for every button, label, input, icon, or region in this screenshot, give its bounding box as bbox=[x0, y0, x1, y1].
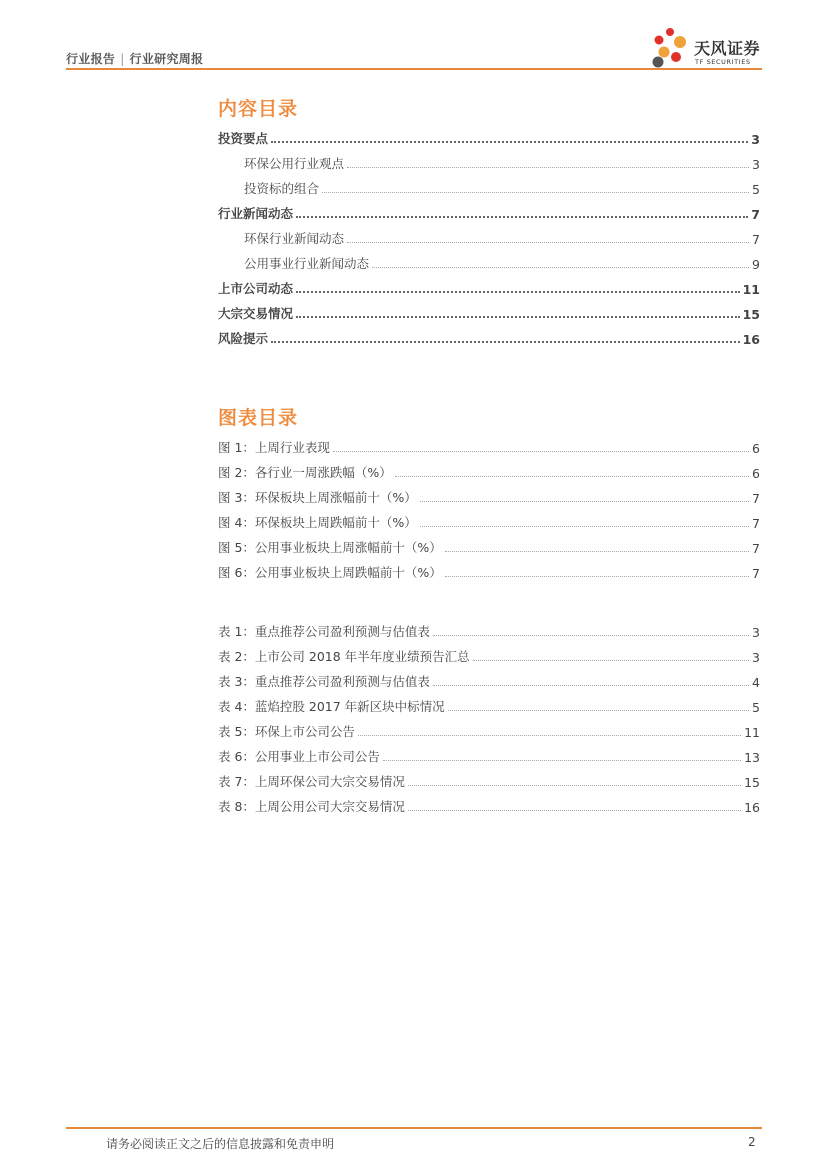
dot-leader bbox=[358, 735, 741, 736]
toc-entry-page: 16 bbox=[744, 800, 760, 815]
toc-entry-label: 图 2：各行业一周涨跌幅（%） bbox=[218, 465, 392, 480]
toc-entry-label: 图 4：环保板块上周跌幅前十（%） bbox=[218, 515, 417, 530]
toc-entry-page: 3 bbox=[751, 132, 760, 147]
toc-entry-label: 表 4：蓝焰控股 2017 年新区块中标情况 bbox=[218, 699, 445, 714]
toc-entry[interactable] bbox=[244, 227, 760, 247]
toc-entry[interactable] bbox=[218, 302, 760, 322]
dot-leader bbox=[372, 267, 749, 268]
page-number: 2 bbox=[748, 1135, 756, 1149]
toc-entry-label: 环保行业新闻动态 bbox=[244, 231, 345, 246]
toc-entry-page: 7 bbox=[751, 207, 760, 222]
toc-entry-page: 9 bbox=[752, 257, 760, 272]
toc-entry-label: 上市公司动态 bbox=[218, 281, 294, 296]
toc-entry-label: 表 1：重点推荐公司盈利预测与估值表 bbox=[218, 624, 430, 639]
toc-entry-page: 6 bbox=[752, 441, 760, 456]
toc-entry[interactable] bbox=[218, 327, 760, 347]
toc-entry-page: 15 bbox=[742, 307, 760, 322]
logo-subtitle: TF SECURITIES bbox=[695, 58, 751, 66]
toc-entry[interactable] bbox=[218, 770, 760, 790]
toc-entry-page: 7 bbox=[752, 491, 760, 506]
toc-entry-label: 表 2：上市公司 2018 年半年度业绩预告汇总 bbox=[218, 649, 470, 664]
toc-entry-page: 15 bbox=[744, 775, 760, 790]
dot-leader bbox=[347, 242, 749, 243]
dot-leader bbox=[296, 291, 740, 293]
dot-leader bbox=[433, 685, 749, 686]
toc-entry-page: 7 bbox=[752, 566, 760, 581]
company-logo bbox=[650, 26, 765, 70]
toc-entry-label: 图 5：公用事业板块上周涨幅前十（%） bbox=[218, 540, 442, 555]
toc-entry-label: 表 3：重点推荐公司盈利预测与估值表 bbox=[218, 674, 430, 689]
report-type: 行业报告 bbox=[66, 52, 116, 66]
toc-entry[interactable] bbox=[218, 511, 760, 531]
dot-leader bbox=[445, 576, 749, 577]
toc-entry-page: 13 bbox=[744, 750, 760, 765]
toc-entry-label: 风险提示 bbox=[218, 331, 269, 346]
toc-entry-page: 5 bbox=[752, 700, 760, 715]
toc-entry-label: 公用事业行业新闻动态 bbox=[244, 256, 370, 271]
toc-entry[interactable] bbox=[218, 695, 760, 715]
toc-entry[interactable] bbox=[218, 202, 760, 222]
toc-entry-page: 6 bbox=[752, 466, 760, 481]
dot-leader bbox=[445, 551, 749, 552]
footer-divider bbox=[66, 1127, 762, 1129]
toc-entry[interactable] bbox=[218, 745, 760, 765]
toc-entry-label: 表 5：环保上市公司公告 bbox=[218, 724, 355, 739]
dot-leader bbox=[408, 810, 741, 811]
dot-leader bbox=[473, 660, 749, 661]
dot-leader bbox=[271, 141, 748, 143]
header-divider bbox=[66, 68, 762, 70]
toc-entry[interactable] bbox=[218, 277, 760, 297]
dot-leader bbox=[333, 451, 749, 452]
dot-leader bbox=[383, 760, 741, 761]
toc-entry-page: 3 bbox=[752, 625, 760, 640]
toc-entry[interactable] bbox=[218, 720, 760, 740]
toc-entry-page: 7 bbox=[752, 232, 760, 247]
header-separator: | bbox=[120, 52, 125, 66]
toc-entry[interactable] bbox=[218, 645, 760, 665]
toc-entry-page: 3 bbox=[752, 157, 760, 172]
toc-entry[interactable] bbox=[218, 670, 760, 690]
toc-entry-label: 图 3：环保板块上周涨幅前十（%） bbox=[218, 490, 417, 505]
toc-entry-page: 11 bbox=[742, 282, 760, 297]
dot-leader bbox=[420, 501, 749, 502]
toc-entry-label: 表 8：上周公用公司大宗交易情况 bbox=[218, 799, 405, 814]
toc-entry-page: 7 bbox=[752, 516, 760, 531]
dot-leader bbox=[408, 785, 741, 786]
toc-entry-label: 图 6：公用事业板块上周跌幅前十（%） bbox=[218, 565, 442, 580]
footer-disclaimer: 请务必阅读正文之后的信息披露和免责申明 bbox=[106, 1137, 335, 1151]
dot-leader bbox=[395, 476, 749, 477]
logo-mark-icon bbox=[650, 26, 694, 70]
toc-entry[interactable] bbox=[244, 177, 760, 197]
toc-entry[interactable] bbox=[218, 486, 760, 506]
toc-entry-label: 投资标的组合 bbox=[244, 181, 320, 196]
report-category bbox=[66, 50, 203, 67]
toc-entry-page: 3 bbox=[752, 650, 760, 665]
toc-entry[interactable] bbox=[218, 461, 760, 481]
dot-leader bbox=[271, 341, 740, 343]
figures-title: 图表目录 bbox=[218, 407, 299, 429]
toc-entry-label: 大宗交易情况 bbox=[218, 306, 294, 321]
toc-entry[interactable] bbox=[218, 127, 760, 147]
toc-entry-page: 4 bbox=[752, 675, 760, 690]
toc-entry-label: 环保公用行业观点 bbox=[244, 156, 345, 171]
toc-entry-label: 表 6：公用事业上市公司公告 bbox=[218, 749, 380, 764]
report-subtype: 行业研究周报 bbox=[129, 52, 204, 66]
toc-entry-page: 16 bbox=[742, 332, 760, 347]
dot-leader bbox=[347, 167, 749, 168]
dot-leader bbox=[433, 635, 749, 636]
toc-entry-label: 投资要点 bbox=[218, 131, 269, 146]
toc-entry-page: 11 bbox=[744, 725, 760, 740]
toc-entry-page: 5 bbox=[752, 182, 760, 197]
toc-entry-label: 图 1：上周行业表现 bbox=[218, 440, 330, 455]
dot-leader bbox=[296, 216, 748, 218]
toc-entry[interactable] bbox=[218, 436, 760, 456]
dot-leader bbox=[296, 316, 740, 318]
dot-leader bbox=[448, 710, 749, 711]
toc-entry[interactable] bbox=[218, 561, 760, 581]
logo-name: 天风证券 bbox=[694, 39, 761, 58]
toc-entry[interactable] bbox=[218, 795, 760, 815]
toc-entry[interactable] bbox=[244, 252, 760, 272]
toc-entry-page: 7 bbox=[752, 541, 760, 556]
contents-title: 内容目录 bbox=[218, 98, 299, 120]
toc-entry-label: 行业新闻动态 bbox=[218, 206, 294, 221]
dot-leader bbox=[322, 192, 749, 193]
dot-leader bbox=[420, 526, 749, 527]
toc-entry-label: 表 7：上周环保公司大宗交易情况 bbox=[218, 774, 405, 789]
toc-entry[interactable] bbox=[218, 620, 760, 640]
toc-entry[interactable] bbox=[218, 536, 760, 556]
toc-entry[interactable] bbox=[244, 152, 760, 172]
